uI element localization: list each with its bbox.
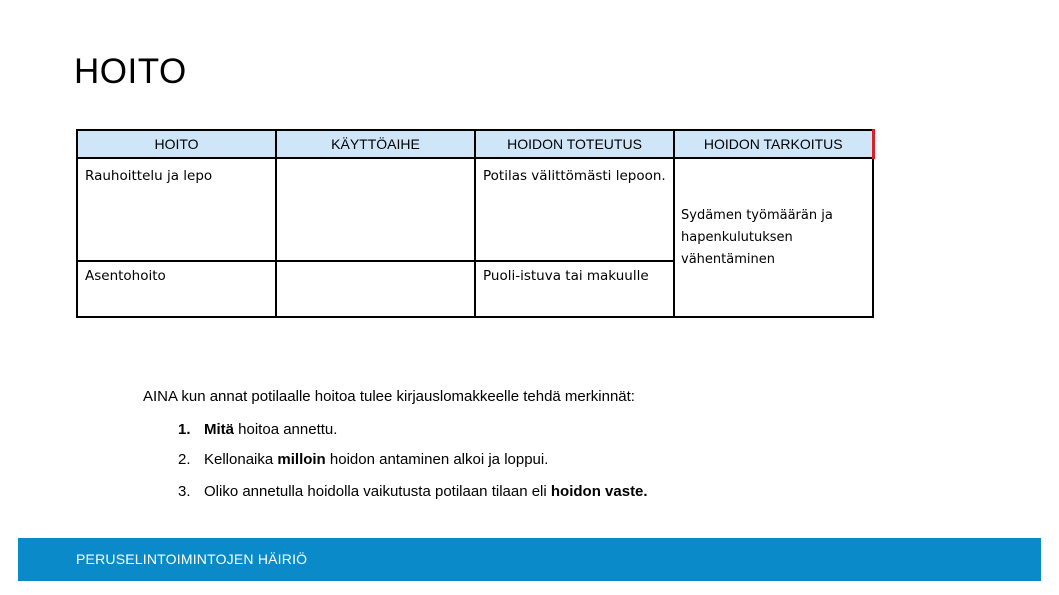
footer-bar	[18, 538, 1041, 581]
table-header-row	[77, 130, 873, 158]
column-header-toteutus: HOIDON TOTEUTUS	[475, 130, 674, 158]
column-header-hoito: HOITO	[77, 130, 276, 158]
list-text: Kellonaika milloin hoidon antaminen alkoi ja loppui.	[204, 451, 549, 468]
slide-title: HOITO	[74, 52, 187, 91]
cell-kayttoaihe	[276, 158, 475, 261]
column-header-kayttoaihe: KÄYTTÖAIHE	[276, 130, 475, 158]
list-number: 1.	[178, 421, 191, 438]
documentation-note: AINA kun annat potilaalle hoitoa tulee kirjauslomakkeelle tehdä merkinnät:	[143, 388, 635, 405]
cell-tarkoitus: Sydämen työmäärän ja hapenkulutuksen vähentäminen	[674, 158, 873, 317]
list-text: Oliko annetulla hoidolla vaikutusta potilaan tilaan eli hoidon vaste.	[204, 483, 648, 500]
column-header-tarkoitus: HOIDON TARKOITUS	[674, 130, 873, 158]
list-item	[178, 451, 548, 468]
cell-toteutus: Puoli-istuva tai makuulle	[475, 261, 674, 317]
care-table	[76, 129, 875, 318]
list-text: Mitä hoitoa annettu.	[204, 421, 338, 438]
cell-toteutus: Potilas välittömästi lepoon.	[475, 158, 674, 261]
table-row	[77, 158, 873, 261]
list-item	[178, 483, 648, 500]
cell-hoito: Asentohoito	[77, 261, 276, 317]
cell-hoito: Rauhoittelu ja lepo	[77, 158, 276, 261]
list-item	[178, 421, 337, 438]
list-number: 2.	[178, 451, 191, 468]
footer-title: PERUSELINTOIMINTOJEN HÄIRIÖ	[76, 551, 308, 567]
cell-kayttoaihe	[276, 261, 475, 317]
list-number: 3.	[178, 483, 191, 500]
